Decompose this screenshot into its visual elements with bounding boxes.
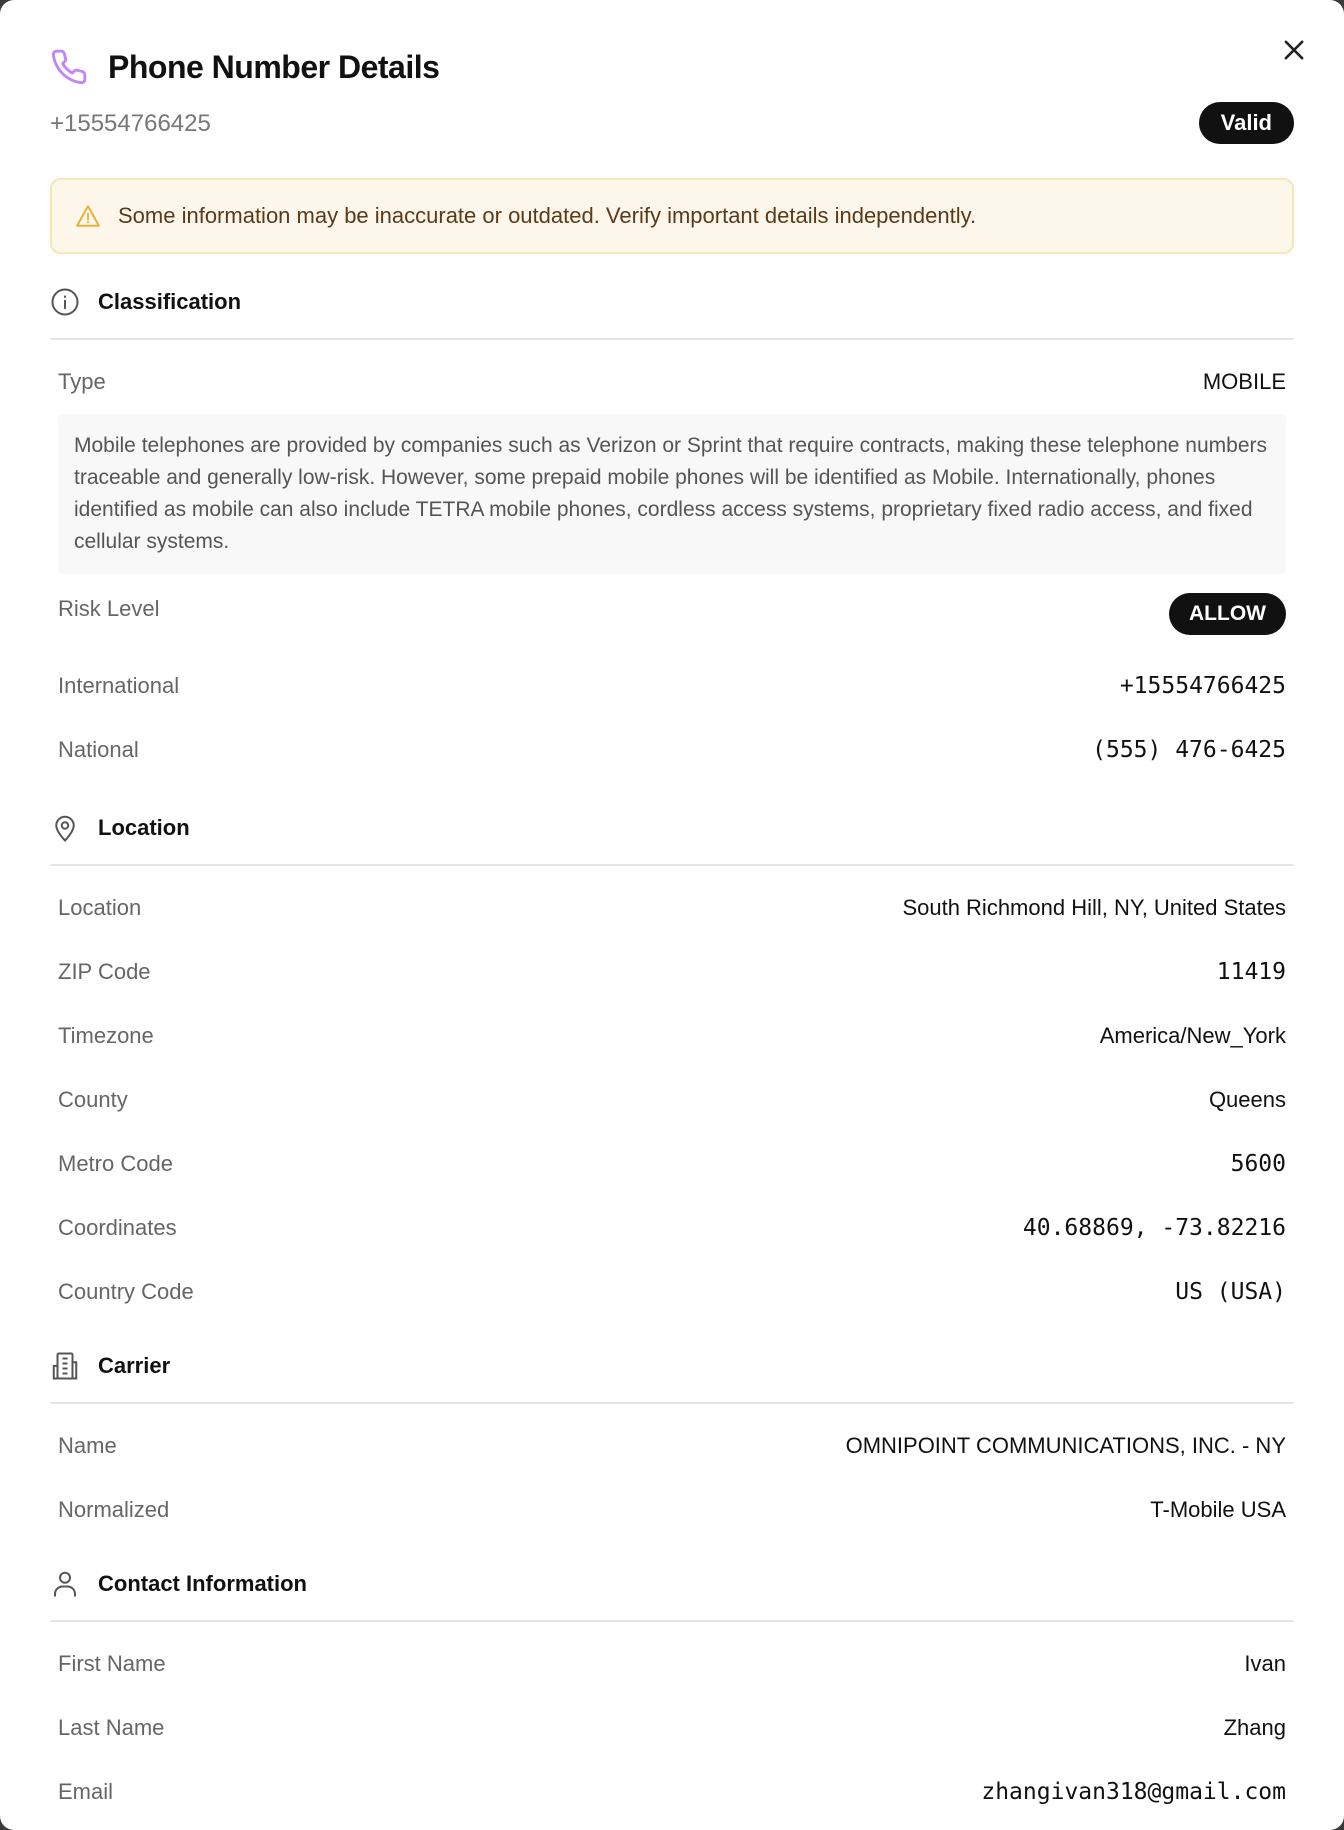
location-section	[50, 806, 1294, 1324]
row-label: Country Code	[58, 1279, 194, 1304]
row-label: National	[58, 737, 139, 762]
row-value: America/New_York	[1099, 1023, 1286, 1048]
close-icon[interactable]	[1280, 36, 1308, 64]
info-icon	[50, 287, 80, 317]
building-icon	[50, 1351, 80, 1381]
row-value: OMNIPOINT COMMUNICATIONS, INC. - NY	[845, 1433, 1286, 1458]
last-name-row	[50, 1696, 1294, 1760]
contact-section	[50, 1562, 1294, 1824]
section-heading: Carrier	[98, 1353, 171, 1378]
row-label: Type	[58, 369, 106, 394]
row-label: Coordinates	[58, 1215, 177, 1240]
row-value: (555) 476-6425	[1092, 737, 1286, 763]
location-row	[50, 876, 1294, 940]
row-value: South Richmond Hill, NY, United States	[902, 895, 1286, 920]
map-pin-icon	[50, 813, 80, 843]
dialog-header	[50, 48, 439, 86]
warning-text: Some information may be inaccurate or outdated. Verify important details independently.	[118, 203, 977, 228]
email-row	[50, 1760, 1294, 1824]
carrier-section	[50, 1344, 1294, 1542]
row-label: Risk Level	[58, 596, 160, 621]
row-value: Zhang	[1223, 1715, 1286, 1740]
row-value: 40.68869, -73.82216	[1022, 1215, 1286, 1241]
row-value: 5600	[1230, 1151, 1286, 1177]
metro-code-row	[50, 1132, 1294, 1196]
type-row	[50, 350, 1294, 414]
coordinates-row	[50, 1196, 1294, 1260]
risk-badge: ALLOW	[1169, 593, 1286, 635]
carrier-normalized-row	[50, 1478, 1294, 1542]
row-value: Ivan	[1244, 1651, 1286, 1676]
carrier-name-row	[50, 1414, 1294, 1478]
timezone-row	[50, 1004, 1294, 1068]
country-code-row	[50, 1260, 1294, 1324]
row-value: Queens	[1208, 1087, 1286, 1112]
county-row	[50, 1068, 1294, 1132]
row-label: Normalized	[58, 1497, 170, 1522]
row-label: Last Name	[58, 1715, 165, 1740]
section-heading: Location	[98, 815, 190, 840]
row-value: +15554766425	[1119, 673, 1286, 699]
row-value: MOBILE	[1202, 369, 1286, 394]
user-icon	[50, 1569, 80, 1599]
row-label: International	[58, 673, 180, 698]
row-value: T-Mobile USA	[1150, 1497, 1286, 1522]
row-label: ZIP Code	[58, 959, 151, 984]
first-name-row	[50, 1632, 1294, 1696]
warning-icon	[74, 203, 102, 229]
row-label: County	[58, 1087, 128, 1112]
classification-section	[50, 280, 1294, 782]
email-link[interactable]: zhangivan318@gmail.com	[981, 1779, 1286, 1805]
row-label: First Name	[58, 1651, 166, 1676]
row-label: Location	[58, 895, 142, 920]
national-row	[50, 718, 1294, 782]
row-label: Email	[58, 1779, 114, 1804]
status-badge: Valid	[1199, 102, 1294, 144]
row-value: US (USA)	[1175, 1279, 1286, 1305]
section-heading: Classification	[98, 289, 242, 314]
warning-banner	[50, 178, 1294, 254]
section-heading: Contact Information	[98, 1571, 307, 1596]
row-value: 11419	[1216, 959, 1286, 985]
row-label: Name	[58, 1433, 117, 1458]
row-label: Timezone	[58, 1023, 154, 1048]
risk-row	[50, 574, 1294, 654]
type-description: Mobile telephones are provided by companies such as Verizon or Sprint that require contracts, making these telephone numbers traceable and generally low-risk. However, some prepaid mobile phones will be identified as Mobile. Internationally, phones identified as mobile can also include TETRA mobile phones, cordless access systems, proprietary fixed radio access, and fixed cellular systems.	[58, 414, 1286, 574]
international-row	[50, 654, 1294, 718]
phone-number-subtitle: +15554766425	[50, 110, 211, 137]
dialog-title: Phone Number Details	[108, 48, 440, 85]
zip-row	[50, 940, 1294, 1004]
row-label: Metro Code	[58, 1151, 173, 1176]
phone-icon	[50, 48, 88, 86]
